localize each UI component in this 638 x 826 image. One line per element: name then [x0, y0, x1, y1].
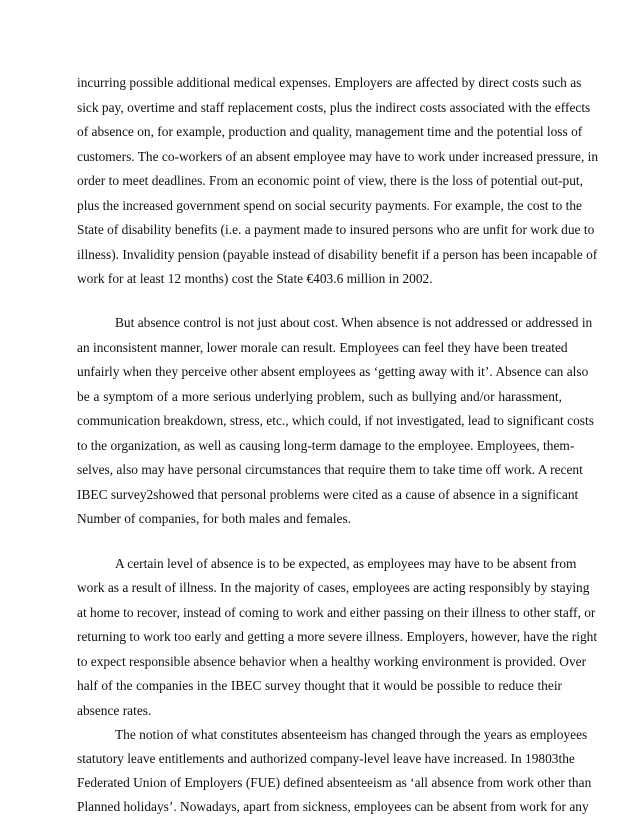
text-line: IBEC survey2showed that personal problems were cited as a cause of absence in a significant	[77, 487, 579, 502]
text-line: communication breakdown, stress, etc., which could, if not investigated, lead to significant costs	[77, 413, 594, 428]
text-line: at home to recover, instead of coming to work and either passing on their illness to other staff, or	[77, 605, 596, 620]
text-line: to the organization, as well as causing long-term damage to the employee. Employees, them-	[77, 438, 575, 453]
text-line: work for at least 12 months) cost the State €403.6 million in 2002.	[77, 271, 433, 286]
text-line: statutory leave entitlements and authorized company-level leave have increased. In 19803the	[77, 751, 575, 766]
text-line: unfairly when they perceive other absent employees as ‘getting away with it’. Absence can also	[77, 364, 589, 379]
text-line: Federated Union of Employers (FUE) defined absenteeism as ‘all absence from work other than	[77, 775, 592, 790]
text-line: an inconsistent manner, lower morale can result. Employees can feel they have been treated	[77, 340, 568, 355]
text-line: incurring possible additional medical expenses. Employers are affected by direct costs such as	[77, 75, 582, 90]
text-line: be a symptom of a more serious underlying problem, such as bullying and/or harassment,	[77, 389, 562, 404]
text-line: customers. The co-workers of an absent employee may have to work under increased pressure, in	[77, 149, 599, 164]
text-line: Planned holidays’. Nowadays, apart from sickness, employees can be absent from work for any	[77, 799, 589, 814]
text-line: half of the companies in the IBEC survey thought that it would be possible to reduce their	[77, 678, 562, 693]
text-line: Number of companies, for both males and females.	[77, 511, 352, 526]
text-line: illness). Invalidity pension (payable instead of disability benefit if a person has been incapable of	[77, 247, 598, 262]
text-line: State of disability benefits (i.e. a payment made to insured persons who are unfit for work due to	[77, 222, 595, 237]
text-line: to expect responsible absence behavior when a healthy working environment is provided. Over	[77, 654, 587, 669]
text-line: of absence on, for example, production and quality, management time and the potential loss of	[77, 124, 583, 139]
text-line: selves, also may have personal circumstances that require them to take time off work. A recent	[77, 462, 583, 477]
text-line: sick pay, overtime and staff replacement costs, plus the indirect costs associated with the effects	[77, 100, 591, 115]
text-line: absence rates.	[77, 703, 152, 718]
text-line: But absence control is not just about cost. When absence is not addressed or addressed in	[115, 315, 593, 330]
text-line: A certain level of absence is to be expected, as employees may have to be absent from	[115, 556, 577, 571]
text-line: returning to work too early and getting a more severe illness. Employers, however, have the right	[77, 629, 598, 644]
text-line: work as a result of illness. In the majority of cases, employees are acting responsibly by staying	[77, 580, 590, 595]
text-line: order to meet deadlines. From an economic point of view, there is the loss of potential out-put,	[77, 173, 583, 188]
text-line: plus the increased government spend on social security payments. For example, the cost to the	[77, 198, 582, 213]
text-line: The notion of what constitutes absenteeism has changed through the years as employees	[115, 727, 588, 742]
